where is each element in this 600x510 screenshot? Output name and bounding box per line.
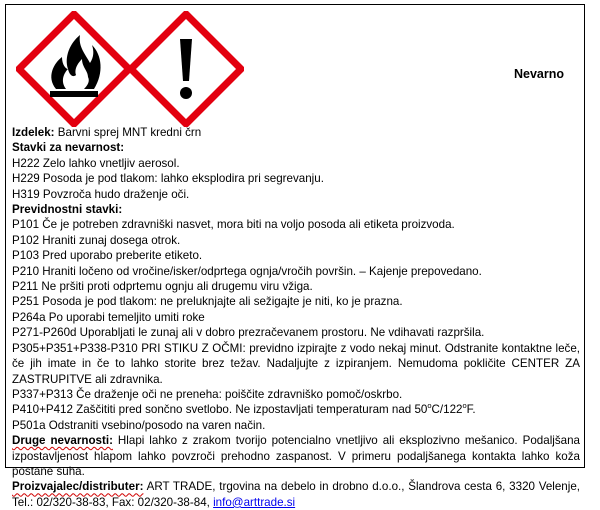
precaution-statement: P102 Hraniti zunaj dosega otrok. xyxy=(12,233,181,247)
label-text xyxy=(12,125,580,510)
product-line xyxy=(12,125,580,140)
hazard-heading: Stavki za nevarnost: xyxy=(12,141,125,155)
other-hazards-label: Druge nevarnosti: xyxy=(12,434,113,448)
precaution-statement: P251 Posoda je pod tlakom: ne preluknjajte ali sežigajte je niti, ko je prazna. xyxy=(12,295,403,309)
precaution-statement: P210 Hraniti ločeno od vročine/isker/odprtega ognja/vročih površin. – Kajenje prepovedano. xyxy=(12,264,482,278)
product-value: Barvni sprej MNT kredni črn xyxy=(57,126,202,139)
hazard-statement: H319 Povzroča hudo draženje oči. xyxy=(12,187,190,201)
precaution-statement: P337+P313 Če draženje oči ne preneha: poiščite zdravniško pomoč/oskrbo. xyxy=(12,387,403,401)
precaution-statement-p410: P410+P412 Zaščititi pred sončno svetlobo. Ne izpostavljati temperaturam nad 50$^o$C/122$^o$F. xyxy=(12,401,476,417)
signal-word: Nevarno xyxy=(513,67,564,81)
precaution-heading: Previdnostni stavki: xyxy=(12,203,123,217)
exclamation-mark-icon xyxy=(128,11,244,127)
other-hazards-text: Hlapi lahko z zrakom tvorijo potencialno vnetljivo ali eksplozivno mešanico. Podaljšana izpostavljenost hlapom lahko povzroči prehodno zaspanost. V primeru podaljšanega kontakta lahko koža postane suha. xyxy=(12,434,580,478)
safety-label xyxy=(5,4,585,509)
producer-text: ART TRADE, trgovina na debelo in drobno d.o.o., Šlandrova cesta 6, 3320 Velenje, Tel.: 02/320-38-83, Fax: 02/320-38-84, xyxy=(12,480,580,509)
producer-email-link[interactable]: info@arttrade.si xyxy=(213,495,296,509)
precaution-statement: P305+P351+P338-P310 PRI STIKU Z OČMI: previdno izpirajte z vodo nekaj minut. Odstranite kontaktne leče, če jih imate in če to lahko storite brez težav. Nadaljujte z izpiranjem. Nemudoma pokličite CENTER ZA ZASTRUPITVE ali zdravnika. xyxy=(12,341,580,386)
precaution-statement: P211 Ne pršiti proti odprtemu ognju ali drugemu viru vžiga. xyxy=(12,280,313,294)
producer-label: Proizvajalec/distributer: xyxy=(12,480,144,494)
other-hazards xyxy=(12,433,580,479)
precaution-statement: P264a Po uporabi temeljito umiti roke xyxy=(12,310,205,324)
precaution-statement: P103 Pred uporabo preberite etiketo. xyxy=(12,249,203,263)
flame-icon xyxy=(16,11,132,127)
precaution-statement: P501a Odstraniti vsebino/posodo na varen način. xyxy=(12,418,266,432)
producer-info xyxy=(12,479,580,510)
hazard-statement: H229 Posoda je pod tlakom: lahko eksplodira pri segrevanju. xyxy=(12,172,324,186)
product-label: Izdelek: xyxy=(12,126,55,139)
precaution-statement: P101 Če je potreben zdravniški nasvet, mora biti na voljo posoda ali etiketa proizvoda. xyxy=(12,218,455,232)
precaution-statement: P271-P260d Uporabljati le zunaj ali v dobro prezračevanem prostoru. Ne vdihavati razpršila. xyxy=(12,326,485,340)
hazard-statement: H222 Zelo lahko vnetljiv aerosol. xyxy=(12,156,180,170)
